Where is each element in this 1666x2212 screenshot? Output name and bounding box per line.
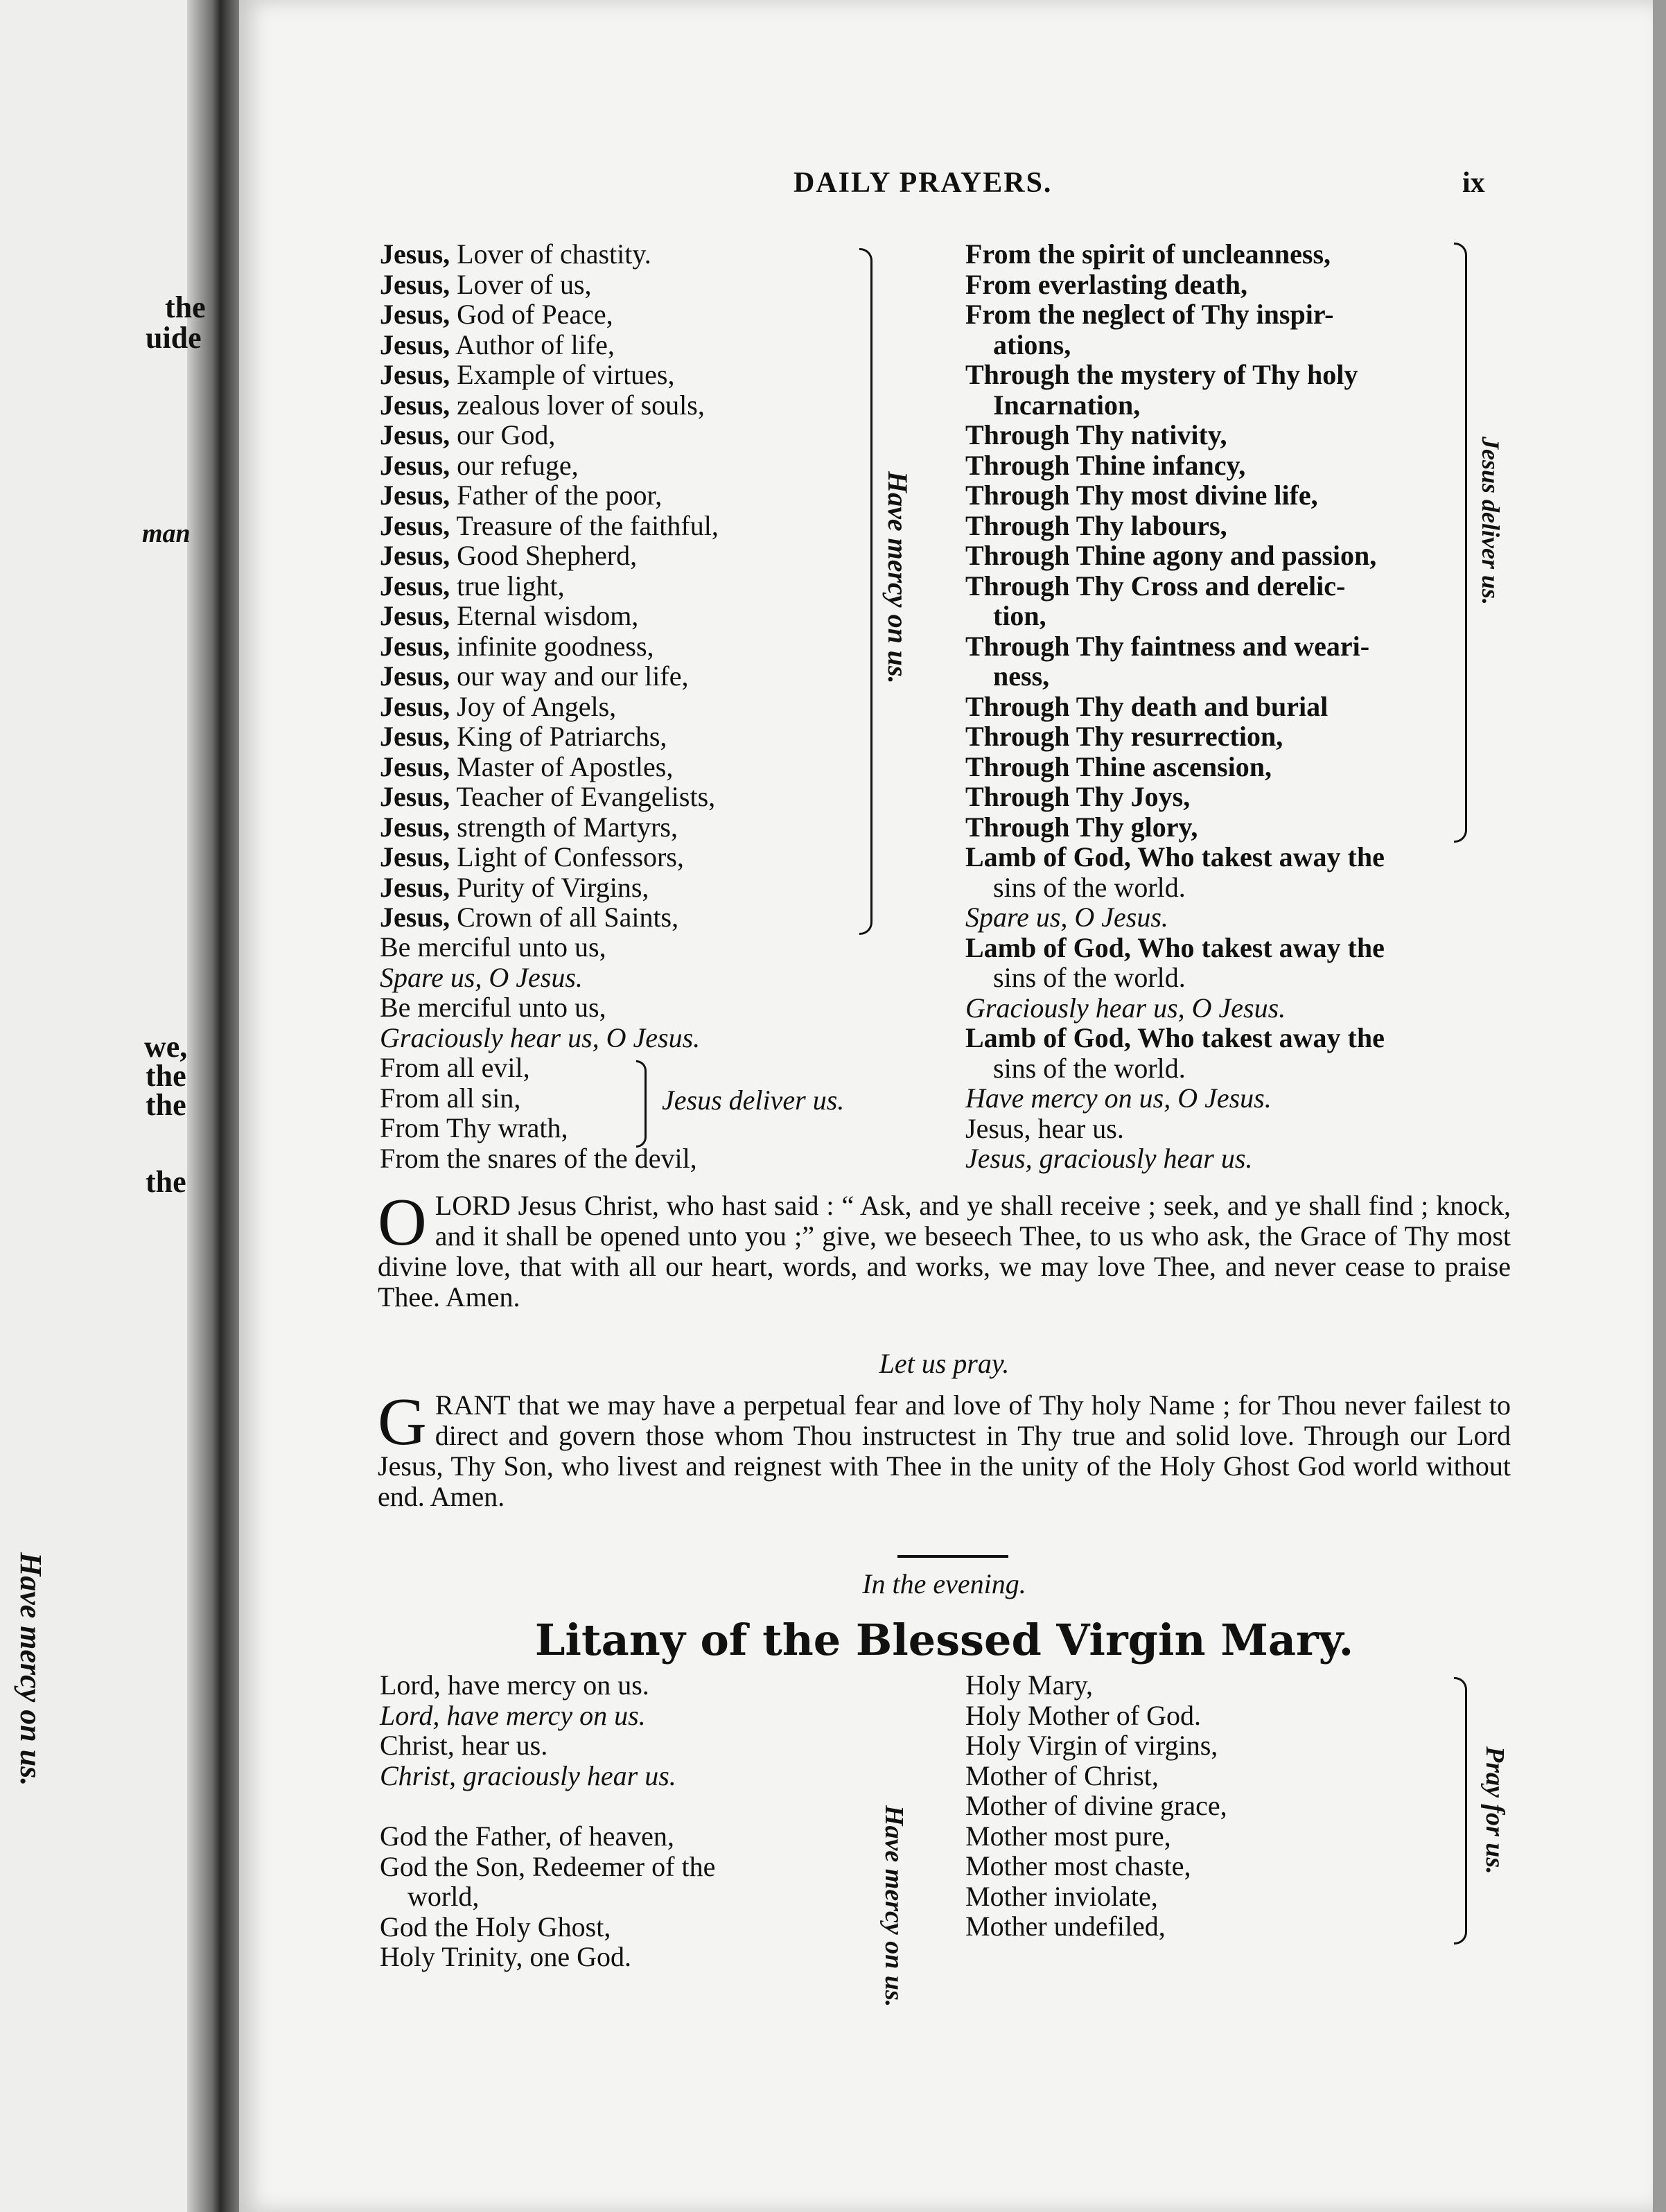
litany-invocation bbox=[380, 270, 893, 300]
invocation-text: infinite goodness, bbox=[457, 630, 654, 662]
litany-invocation: Holy Virgin of virgins, bbox=[965, 1730, 1218, 1761]
invocation-text: Teacher of Evangelists, bbox=[456, 781, 716, 812]
invocation-text: Lover of us, bbox=[457, 268, 592, 300]
from-line: From all evil, bbox=[380, 1052, 530, 1083]
let-us-pray: Let us pray. bbox=[879, 1348, 1010, 1379]
prev-page-line: the bbox=[165, 290, 206, 324]
invocation-text: Father of the poor, bbox=[457, 480, 663, 511]
litany-invocation: ness, bbox=[993, 660, 1050, 692]
kyrie-line: Lord, have mercy on us. bbox=[380, 1699, 646, 1731]
jesus-word: Jesus, bbox=[380, 299, 450, 330]
jesus-word: Jesus, bbox=[380, 509, 450, 541]
jesus-word: Jesus, bbox=[380, 389, 450, 421]
tail-line: sins of the world. bbox=[993, 962, 1186, 993]
litany-invocation bbox=[380, 511, 893, 541]
litany-invocation: Mother most chaste, bbox=[965, 1850, 1191, 1881]
prev-page-line: man bbox=[142, 519, 191, 548]
tail-line: sins of the world. bbox=[993, 871, 1186, 903]
jesus-word: Jesus, bbox=[380, 781, 450, 812]
invocation-text: Good Shepherd, bbox=[457, 540, 638, 571]
litany2-right-column bbox=[965, 1670, 1450, 1942]
jesus-word: Jesus, bbox=[380, 750, 450, 782]
litany-invocation bbox=[380, 692, 893, 722]
litany-invocation: Mother most pure, bbox=[965, 1820, 1171, 1852]
litany-invocation: Through Thy Cross and derelic- bbox=[965, 570, 1346, 602]
prev-page-line: uide bbox=[146, 321, 202, 355]
section-rule bbox=[897, 1555, 1008, 1558]
invocation-text: true light, bbox=[457, 570, 565, 602]
litany-invocation: Through Thy resurrection, bbox=[965, 721, 1283, 752]
prev-page-line: the bbox=[146, 1165, 186, 1199]
trinity-line: world, bbox=[407, 1881, 480, 1912]
jesus-word: Jesus, bbox=[380, 359, 450, 390]
jesus-word: Jesus, bbox=[380, 449, 450, 481]
jesus-word: Jesus, bbox=[380, 630, 450, 662]
snares-line: From the snares of the devil, bbox=[380, 1142, 697, 1174]
page-edge bbox=[1653, 0, 1666, 2212]
jesus-word: Jesus, bbox=[380, 811, 450, 843]
jesus-word: Jesus, bbox=[380, 690, 450, 722]
litany1-right-column bbox=[965, 239, 1513, 842]
litany-invocation: tion, bbox=[993, 600, 1046, 631]
litany2-title: Litany of the Blessed Virgin Mary. bbox=[534, 1615, 1354, 1665]
invocation-text: our God, bbox=[457, 419, 556, 450]
tail-line: Lamb of God, Who takest away the bbox=[965, 1022, 1385, 1053]
litany-invocation: Through Thine agony and passion, bbox=[965, 540, 1377, 571]
jesus-word: Jesus, bbox=[380, 660, 450, 692]
litany-invocation: ations, bbox=[993, 328, 1071, 360]
litany-invocation bbox=[380, 631, 893, 662]
litany-invocation: Holy Mother of God. bbox=[965, 1699, 1201, 1731]
invocation-text: Light of Confessors, bbox=[457, 841, 684, 872]
tail-line: Graciously hear us, O Jesus. bbox=[965, 992, 1286, 1024]
drop-cap: O bbox=[378, 1185, 427, 1260]
tail-line: Spare us, O Jesus. bbox=[380, 961, 583, 993]
page-number: ix bbox=[1462, 167, 1485, 199]
litany-invocation: Through Thy nativity, bbox=[965, 419, 1227, 450]
brace bbox=[636, 1060, 647, 1148]
prev-page-line: the bbox=[146, 1059, 186, 1093]
invocation-text: Purity of Virgins, bbox=[457, 871, 649, 903]
invocation-text: strength of Martyrs, bbox=[457, 811, 678, 843]
jesus-word: Jesus, bbox=[380, 902, 450, 933]
litany1-right-tail bbox=[965, 842, 1513, 1174]
in-the-evening: In the evening. bbox=[862, 1568, 1026, 1599]
jesus-word: Jesus, bbox=[380, 540, 450, 571]
litany-invocation bbox=[380, 721, 893, 752]
litany2-left-top bbox=[380, 1670, 879, 1791]
prayer-paragraph-1 bbox=[378, 1185, 1511, 1313]
kyrie-line: Christ, graciously hear us. bbox=[380, 1759, 676, 1791]
litany-invocation: Incarnation, bbox=[993, 389, 1141, 421]
litany-invocation: Through Thy most divine life, bbox=[965, 480, 1318, 511]
litany2-left-response: Have mercy on us. bbox=[879, 1805, 909, 2008]
jesus-word: Jesus, bbox=[380, 328, 450, 360]
litany-invocation bbox=[380, 812, 893, 843]
invocation-text: Master of Apostles, bbox=[457, 750, 674, 782]
invocation-text: zealous lover of souls, bbox=[457, 389, 705, 421]
tail-line: sins of the world. bbox=[993, 1052, 1186, 1084]
invocation-text: King of Patriarchs, bbox=[457, 721, 667, 752]
litany-invocation bbox=[380, 330, 893, 360]
litany-invocation: Through Thy labours, bbox=[965, 509, 1227, 541]
trinity-line: God the Father, of heaven, bbox=[380, 1820, 674, 1852]
litany-invocation bbox=[380, 842, 893, 872]
tail-line: Have mercy on us, O Jesus. bbox=[965, 1082, 1272, 1114]
brace bbox=[1454, 243, 1467, 843]
prayer-text: LORD Jesus Christ, who hast said : “ Ask, and ye shall receive ; seek, and ye shall find ; knock, and it shall be opened unto you ;” give, we beseech Thee, to us who ask, the Grace of Thy most divine love, that with all our heart, words, and works, we may love Thee, and never cease to praise Thee. Amen. bbox=[378, 1190, 1511, 1313]
drop-cap: G bbox=[378, 1385, 427, 1459]
litany-invocation bbox=[380, 902, 893, 933]
tail-line: Be merciful unto us, bbox=[380, 931, 606, 963]
litany-invocation: From the spirit of uncleanness, bbox=[965, 238, 1331, 270]
from-response: Jesus deliver us. bbox=[662, 1085, 845, 1116]
brace bbox=[1454, 1677, 1467, 1945]
litany-invocation bbox=[380, 480, 893, 511]
litany-invocation bbox=[380, 360, 893, 390]
tail-line: Jesus, graciously hear us. bbox=[965, 1143, 1253, 1174]
jesus-word: Jesus, bbox=[380, 841, 450, 872]
tail-line: Jesus, hear us. bbox=[965, 1112, 1124, 1144]
litany-invocation bbox=[380, 541, 893, 571]
tail-line: Graciously hear us, O Jesus. bbox=[380, 1021, 701, 1053]
litany1-right-response: Jesus deliver us. bbox=[1477, 437, 1505, 605]
jesus-word: Jesus, bbox=[380, 268, 450, 300]
litany-invocation bbox=[380, 239, 893, 270]
invocation-text: our way and our life, bbox=[457, 660, 689, 692]
invocation-text: Lover of chastity. bbox=[457, 238, 651, 270]
jesus-word: Jesus, bbox=[380, 600, 450, 631]
litany-invocation bbox=[380, 390, 893, 421]
invocation-text: our refuge, bbox=[457, 449, 579, 481]
litany-invocation bbox=[380, 752, 893, 782]
litany-invocation: Through Thine ascension, bbox=[965, 750, 1272, 782]
litany-invocation bbox=[380, 299, 893, 330]
litany-invocation bbox=[380, 571, 893, 602]
litany-invocation bbox=[380, 661, 893, 692]
tail-line: Be merciful unto us, bbox=[380, 992, 606, 1023]
litany-invocation: Through Thy faintness and weari- bbox=[965, 630, 1370, 662]
kyrie-line: Christ, hear us. bbox=[380, 1730, 548, 1761]
litany-invocation: Through the mystery of Thy holy bbox=[965, 359, 1358, 390]
litany-invocation: From the neglect of Thy inspir- bbox=[965, 299, 1334, 330]
litany-invocation: Through Thy glory, bbox=[965, 811, 1198, 843]
prev-page-line: we, bbox=[144, 1030, 188, 1064]
litany-invocation: Mother inviolate, bbox=[965, 1880, 1158, 1912]
invocation-text: Crown of all Saints, bbox=[457, 902, 679, 933]
invocation-text: Author of life, bbox=[455, 328, 615, 360]
kyrie-line: Lord, have mercy on us. bbox=[380, 1669, 649, 1701]
jesus-word: Jesus, bbox=[380, 238, 450, 270]
trinity-line: Holy Trinity, one God. bbox=[380, 1941, 632, 1972]
jesus-word: Jesus, bbox=[380, 871, 450, 903]
trinity-line: God the Son, Redeemer of the bbox=[380, 1850, 716, 1882]
jesus-word: Jesus, bbox=[380, 480, 450, 511]
litany-invocation: Holy Mary, bbox=[965, 1669, 1094, 1701]
litany1-left-column bbox=[380, 239, 893, 933]
invocation-text: Example of virtues, bbox=[457, 359, 675, 390]
litany-invocation bbox=[380, 450, 893, 481]
tail-line: Spare us, O Jesus. bbox=[965, 902, 1168, 933]
from-line: From Thy wrath, bbox=[380, 1112, 568, 1143]
litany-invocation: Through Thine infancy, bbox=[965, 449, 1246, 481]
litany-invocation: From everlasting death, bbox=[965, 268, 1247, 300]
prayer-text: RANT that we may have a perpetual fear and love of Thy holy Name ; for Thou never failest to direct and govern those whom Thou instructest in Thy true and solid love. Through our Lord Jesus, Thy Son, who livest and reignest with Thee in the unity of the Holy Ghost God world without end. Amen. bbox=[378, 1389, 1511, 1512]
jesus-word: Jesus, bbox=[380, 570, 450, 602]
prev-page-line: the bbox=[146, 1088, 186, 1122]
litany2-right-response: Pray for us. bbox=[1480, 1746, 1509, 1875]
jesus-word: Jesus, bbox=[380, 419, 450, 450]
running-header: DAILY PRAYERS. bbox=[793, 167, 1053, 199]
litany-invocation: Mother of divine grace, bbox=[965, 1790, 1227, 1821]
litany-invocation: Through Thy Joys, bbox=[965, 781, 1191, 812]
jesus-word: Jesus, bbox=[380, 721, 450, 752]
litany1-left-response: Have mercy on us. bbox=[882, 471, 913, 684]
tail-line: Lamb of God, Who takest away the bbox=[965, 931, 1385, 963]
litany-invocation bbox=[380, 601, 893, 631]
litany-invocation bbox=[380, 872, 893, 903]
litany-invocation bbox=[380, 420, 893, 450]
tail-line: Lamb of God, Who takest away the bbox=[965, 841, 1385, 872]
litany-invocation: Mother undefiled, bbox=[965, 1911, 1166, 1942]
invocation-text: God of Peace, bbox=[457, 299, 613, 330]
from-line: From all sin, bbox=[380, 1082, 521, 1114]
litany-invocation: Mother of Christ, bbox=[965, 1759, 1159, 1791]
invocation-text: Eternal wisdom, bbox=[457, 600, 639, 631]
invocation-text: Joy of Angels, bbox=[457, 690, 617, 722]
prayer-paragraph-2 bbox=[378, 1385, 1511, 1512]
litany-invocation bbox=[380, 782, 893, 812]
invocation-text: Treasure of the faithful, bbox=[456, 509, 719, 541]
prev-page-margin-response: Have mercy on us. bbox=[14, 1552, 48, 1787]
litany2-left-bottom bbox=[380, 1821, 879, 1972]
litany-invocation: Through Thy death and burial bbox=[965, 690, 1329, 722]
brace bbox=[859, 248, 873, 935]
trinity-line: God the Holy Ghost, bbox=[380, 1911, 611, 1942]
